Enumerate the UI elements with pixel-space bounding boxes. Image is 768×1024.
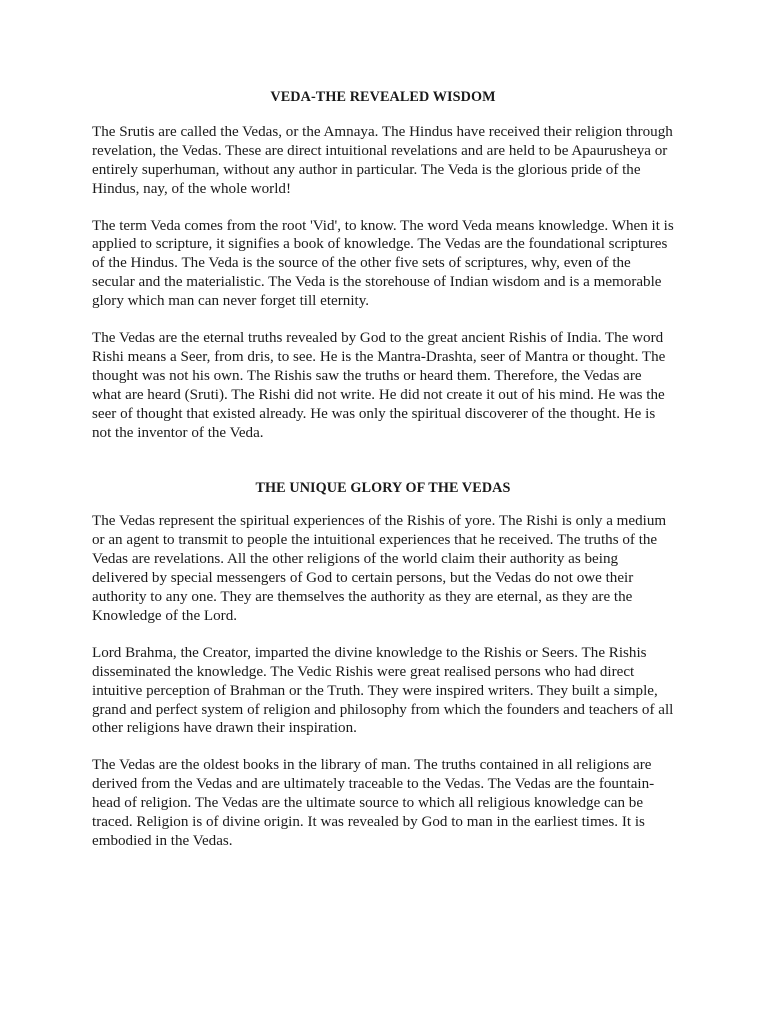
paragraph-eternal-truths: The Vedas are the eternal truths revealed by God to the great ancient Rishis of India. The word Rishi means a Seer, from dris, to see. He is the Mantra-Drashta, seer of Mantra or thought. The thought was not his own. The Rishis saw the truths or heard them. Therefore, the Vedas are what are heard (Sruti). The Rishi did not write. He did not create it out of his mind. He was the seer of thought that existed already. He was only the spiritual discoverer of the thought. He is not the inventor of the Veda.: [92, 330, 666, 441]
page-title: VEDA-THE REVEALED WISDOM: [270, 89, 496, 105]
paragraph-oldest-books: The Vedas are the oldest books in the library of man. The truths contained in all religions are derived from the Vedas and are ultimately traceable to the Vedas. The Vedas are the fountain-head of religion. The Vedas are the ultimate source to which all religious knowledge can be traced. Religion is of divine origin. It was revealed by God to man in the earliest times. It is embodied in the Vedas.: [92, 757, 655, 849]
paragraph-lord-brahma: Lord Brahma, the Creator, imparted the divine knowledge to the Rishis or Seers. The Rishis disseminated the knowledge. The Vedic Rishis were great realised persons who had direct intuitive perception of Brahman or the Truth. They were inspired writers. They built a simple, grand and perfect system of religion and philosophy from which the founders and teachers of all other religions have drawn their inspiration.: [92, 644, 674, 737]
document-page: [92, 88, 674, 869]
paragraph-srutis: The Srutis are called the Vedas, or the Amnaya. The Hindus have received their religion through revelation, the Vedas. These are direct intuitional revelations and are held to be Apaurusheya or entirely superhuman, without any author in particular. The Veda is the glorious pride of the Hindus, nay, of the whole world!: [92, 123, 673, 197]
paragraph-spiritual-experiences: The Vedas represent the spiritual experiences of the Rishis of yore. The Rishi is only a medium or an agent to transmit to people the intuitional experiences that he received. The truths of the Vedas are revelations. All the other religions of the world claim their authority as being delivered by special messengers of God to certain persons, but the Vedas do not owe their authority to any one. They are themselves the authority as they are eternal, as they are the Knowledge of the Lord.: [92, 513, 667, 624]
paragraph-term-veda: The term Veda comes from the root 'Vid', to know. The word Veda means knowledge. When it is applied to scripture, it signifies a book of knowledge. The Vedas are the foundational scriptures of the Hindus. The Veda is the source of the other five sets of scriptures, why, even of the secular and the materialistic. The Veda is the storehouse of Indian wisdom and is a memorable glory which man can never forget till eternity.: [92, 217, 674, 310]
section-heading: THE UNIQUE GLORY OF THE VEDAS: [255, 479, 511, 496]
